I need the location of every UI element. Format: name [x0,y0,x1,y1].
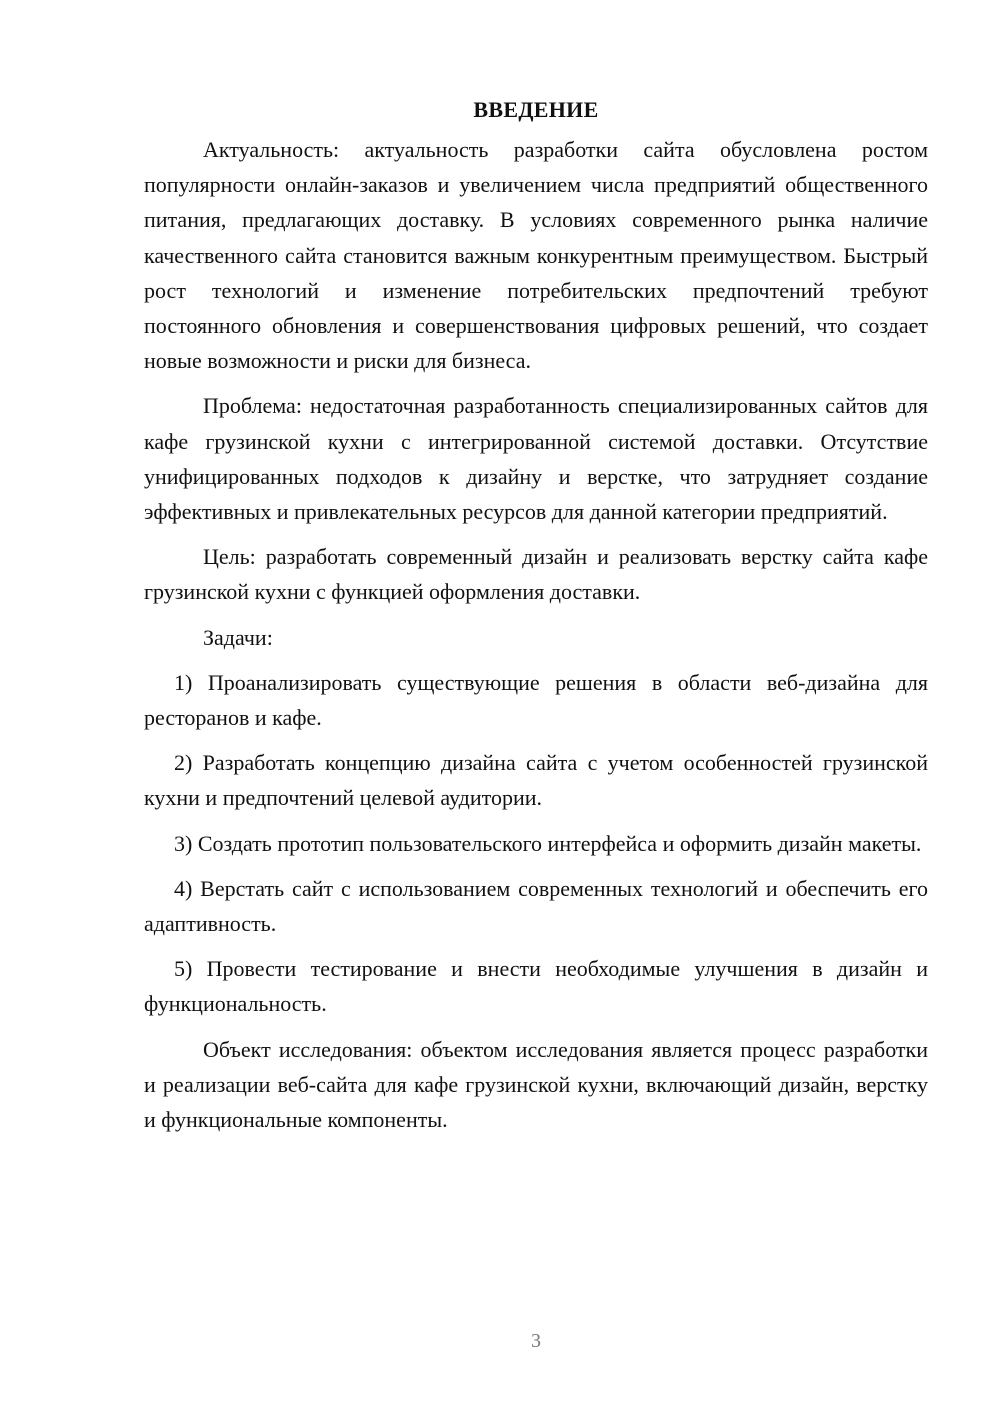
task-item-3: 3) Создать прототип пользовательского интерфейса и оформить дизайн макеты. [174,830,922,856]
paragraph-goal: Цель: разработать современный дизайн и реализовать верстку сайта кафе грузинской кухни с функцией оформления доставки. [144,544,928,605]
document-page [144,92,928,1147]
tasks-heading: Задачи: [203,624,273,650]
task-item-2: 2) Разработать концепцию дизайна сайта с учетом особенностей грузинской кухни и предпочтений целевой аудитории. [144,750,928,811]
page-number: 3 [531,1330,541,1352]
paragraph-problem: Проблема: недостаточная разработанность специализированных сайтов для кафе грузинской кухни с интегрированной системой доставки. Отсутствие унифицированных подходов к дизайну и верстке, что затрудняет создание эффективных и привлекательных ресурсов для данной категории предприятий. [144,393,928,525]
task-item-5: 5) Провести тестирование и внести необходимые улучшения в дизайн и функциональность. [144,956,928,1017]
tasks-list [144,665,928,1022]
task-item-4: 4) Верстать сайт с использованием современных технологий и обеспечить его адаптивность. [144,875,928,937]
task-item-1: 1) Проанализировать существующие решения в области веб-дизайна для ресторанов и кафе. [144,669,928,731]
paragraph-relevance: Актуальность: актуальность разработки сайта обусловлена ростом популярности онлайн-заказов и увеличением числа предприятий общественного питания, предлагающих доставку. В условиях современного рынка наличие качественного сайта становится важным конкурентным преимуществом. Быстрый рост технологий и изменение потребительских предпочтений требуют постоянного обновления и совершенствования цифровых решений, что создает новые возможности и риски для бизнеса. [144,137,928,374]
section-title: ВВЕДЕНИЕ [473,97,599,122]
paragraph-object: Объект исследования: объектом исследования является процесс разработки и реализации веб-сайта для кафе грузинской кухни, включающий дизайн, верстку и функциональные компоненты. [144,1036,928,1133]
